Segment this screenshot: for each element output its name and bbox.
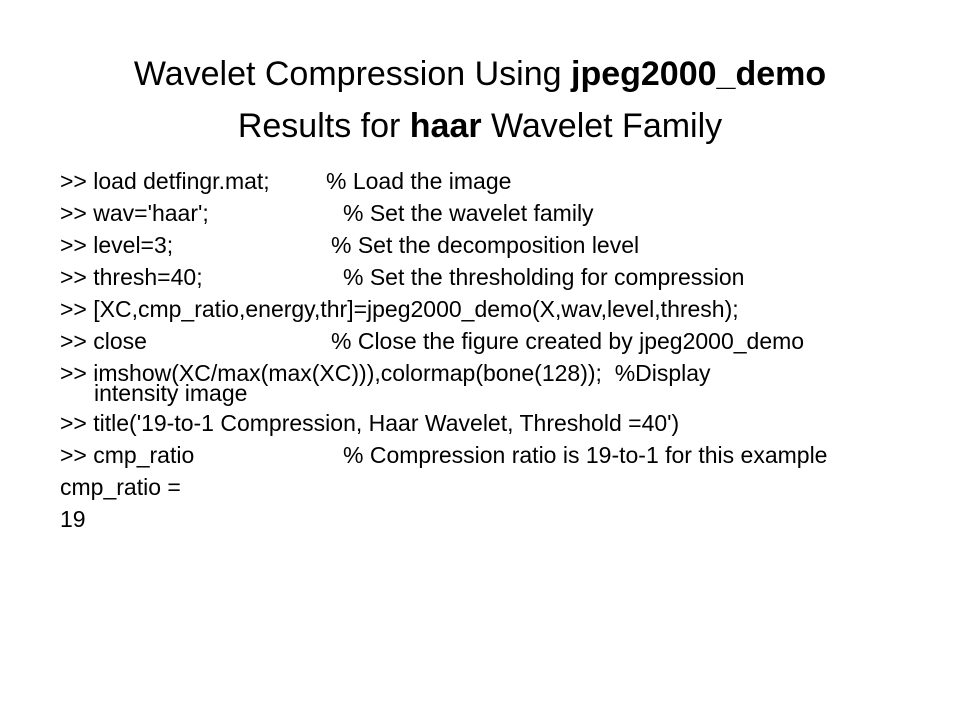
code-line: [60, 442, 940, 474]
title-line-2-suffix: Wavelet Family: [481, 107, 723, 145]
slide-title: [0, 48, 960, 152]
code-line: [60, 264, 940, 296]
code-command: >> close: [60, 328, 147, 354]
code-continuation: intensity image: [94, 380, 248, 406]
code-command: >> [XC,cmp_ratio,energy,thr]=jpeg2000_demo(X,wav,level,thresh);: [60, 296, 739, 322]
code-line: [60, 506, 940, 538]
code-comment: % Set the thresholding for compression: [343, 264, 745, 290]
code-line: [60, 328, 940, 360]
code-command: >> wav='haar';: [60, 200, 209, 226]
code-line: [60, 474, 940, 506]
code-comment: % Set the decomposition level: [331, 232, 640, 258]
code-line: [60, 296, 940, 328]
code-line: [60, 410, 940, 442]
output-value: 19: [60, 506, 86, 532]
title-wavelet-name: haar: [409, 107, 482, 145]
title-line-1: [0, 48, 960, 100]
title-function-name: jpeg2000_demo: [571, 55, 827, 93]
code-command: >> level=3;: [60, 232, 174, 258]
output-variable-name: cmp_ratio =: [60, 474, 181, 500]
code-line: [60, 360, 940, 410]
code-line: [60, 200, 940, 232]
code-line: [60, 232, 940, 264]
code-command: >> imshow(XC/max(max(XC))),colormap(bone(128)); %Display: [60, 360, 711, 386]
code-command: >> cmp_ratio: [60, 442, 195, 468]
title-line-2-prefix: Results for: [237, 107, 410, 145]
code-line: [60, 168, 940, 200]
code-command: >> load detfingr.mat;: [60, 168, 270, 194]
title-line-1-prefix: Wavelet Compression Using: [133, 55, 571, 93]
title-line-2: [0, 100, 960, 152]
code-comment: % Close the figure created by jpeg2000_demo: [331, 328, 805, 354]
code-command: >> thresh=40;: [60, 264, 203, 290]
code-command: >> title('19-to-1 Compression, Haar Wavelet, Threshold =40'): [60, 410, 680, 436]
code-comment: % Load the image: [326, 168, 512, 194]
code-comment: % Set the wavelet family: [343, 200, 594, 226]
code-comment: % Compression ratio is 19-to-1 for this example: [343, 442, 828, 468]
code-listing: [60, 168, 940, 538]
